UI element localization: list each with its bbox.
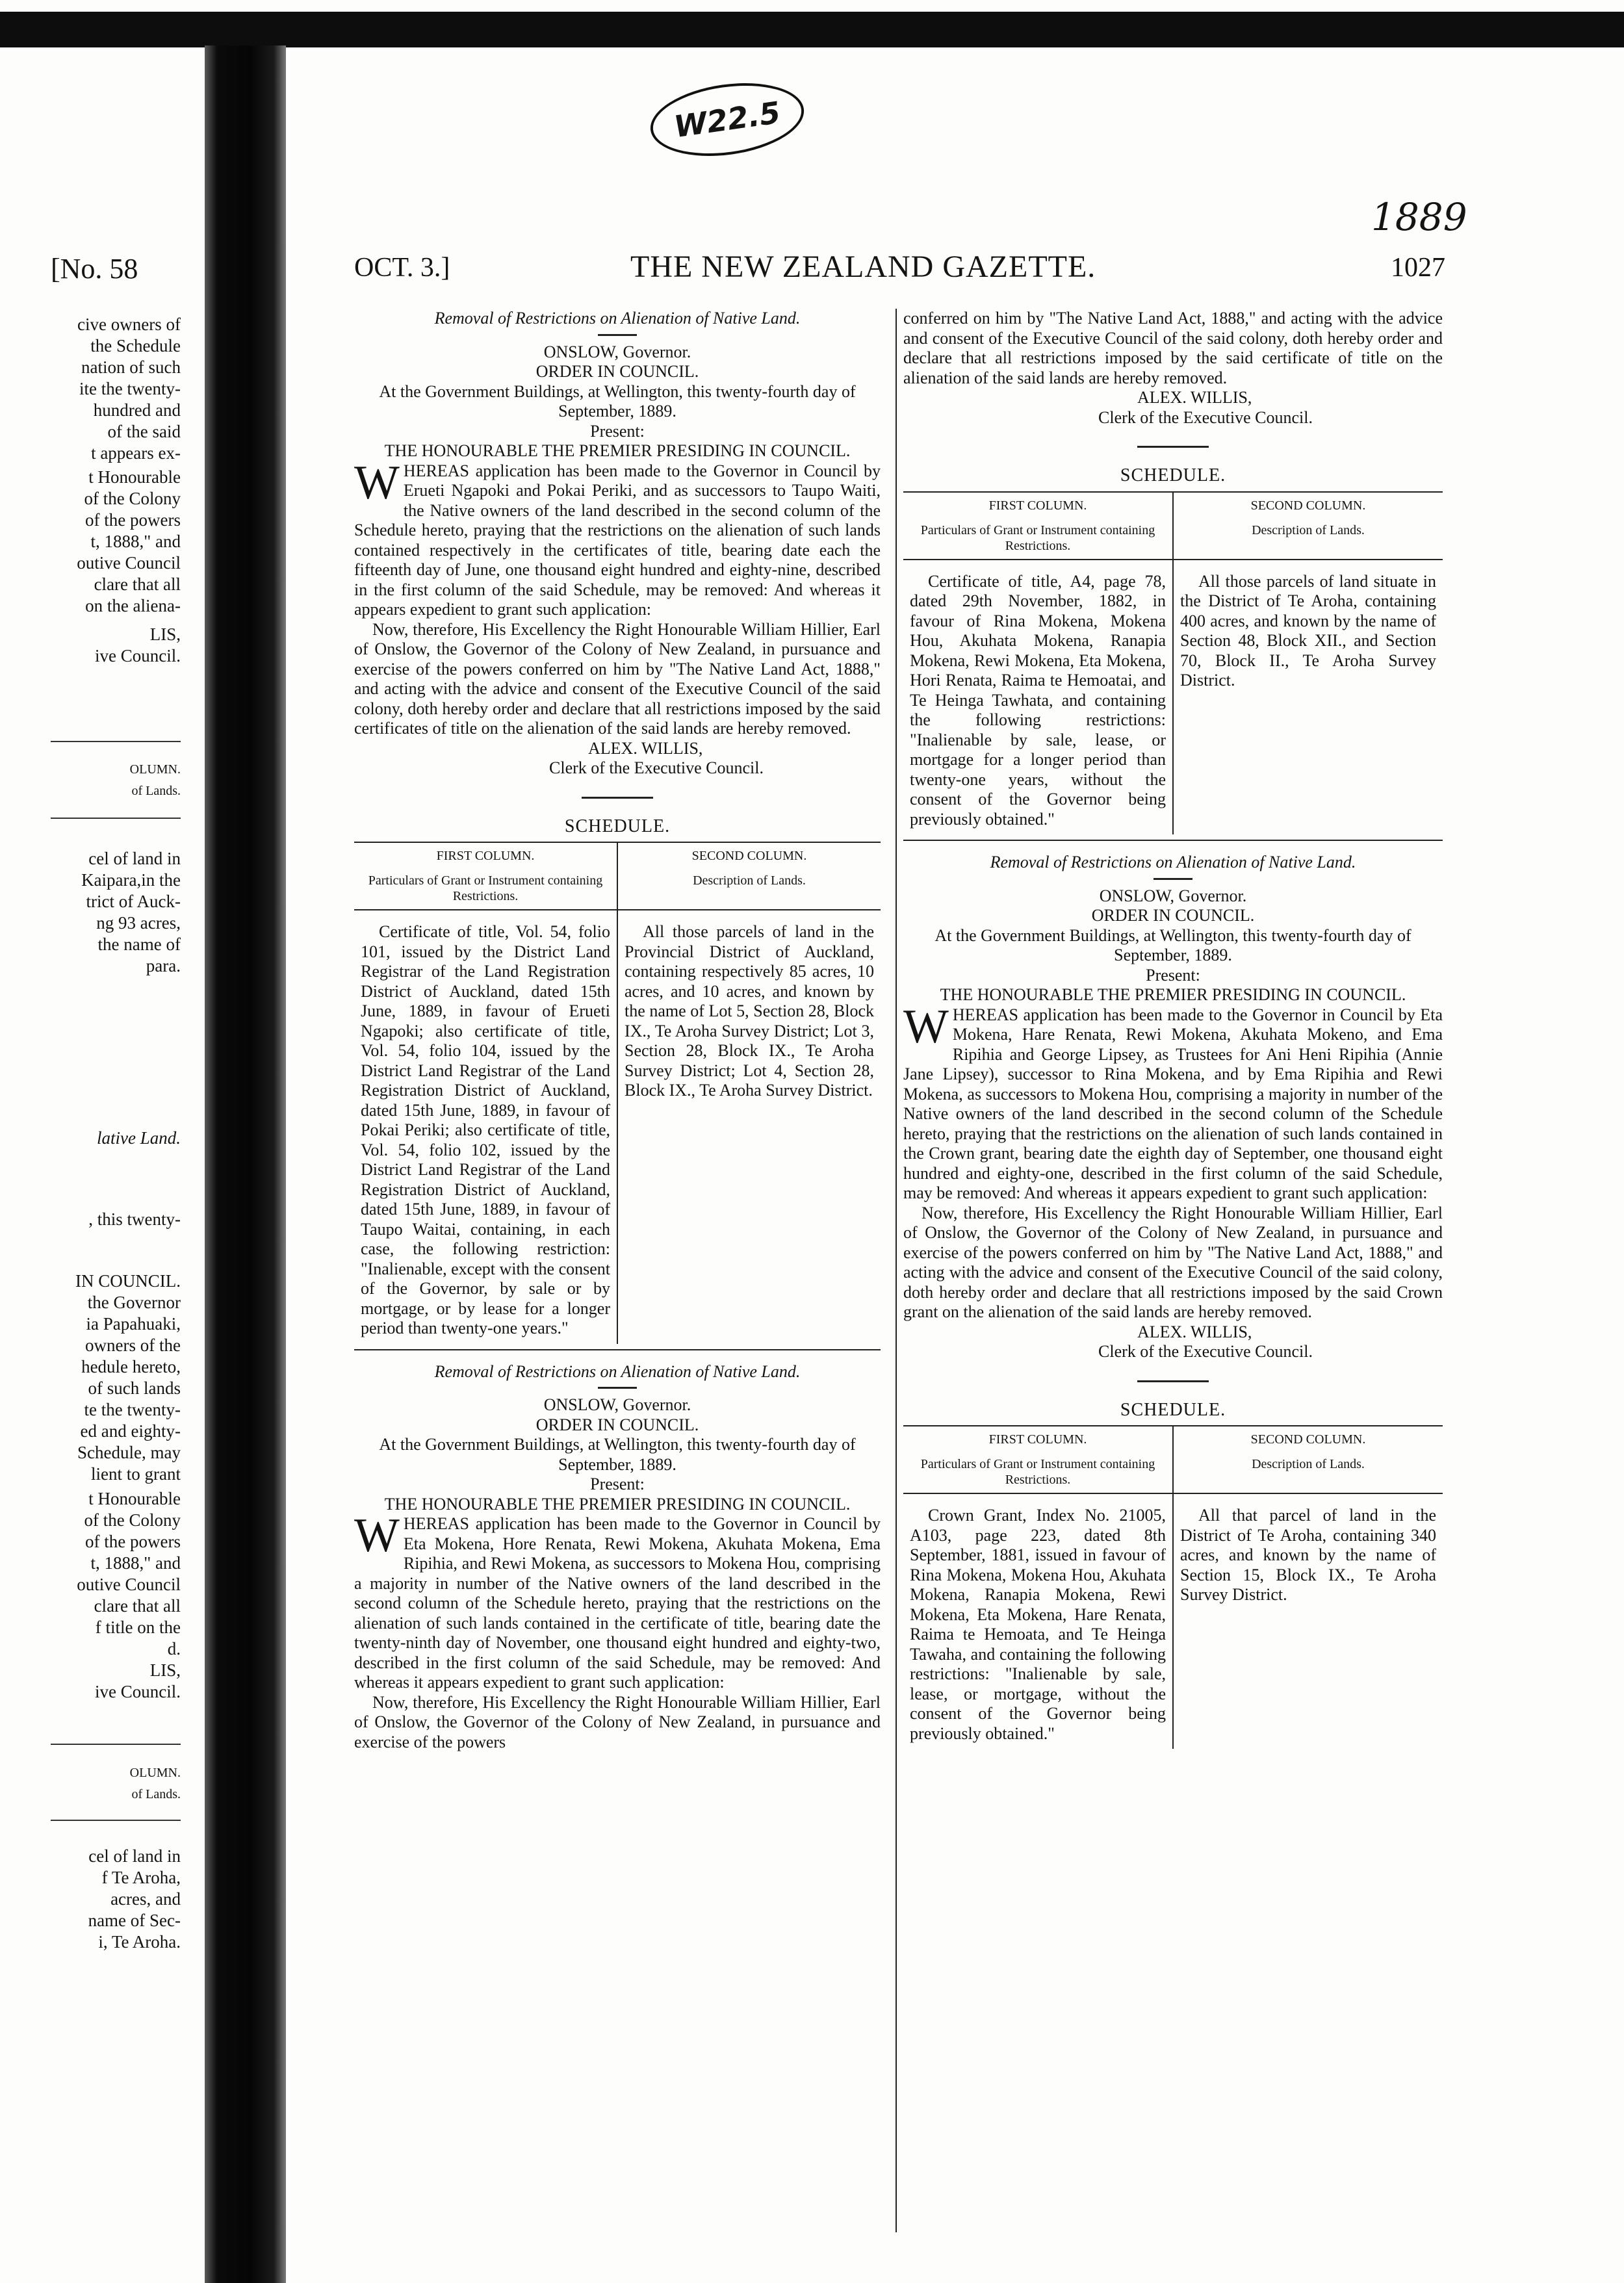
fragment-rule	[51, 741, 181, 742]
binding-shadow	[205, 45, 286, 2283]
rule	[1137, 446, 1209, 448]
fragment-block-9	[51, 1488, 181, 1703]
notice-3	[903, 853, 1443, 1749]
fragment-line: owners of the	[85, 1335, 181, 1355]
fragment-line: of the Colony	[84, 1510, 181, 1530]
fragment-line: ite the twenty-	[79, 379, 181, 398]
schedule-table	[903, 491, 1443, 835]
fragment-rule	[51, 1744, 181, 1745]
signer-title: Clerk of the Executive Council.	[549, 758, 764, 777]
fragment-line: lient to grant	[91, 1464, 181, 1484]
rule	[582, 797, 653, 799]
fragment-rule	[51, 1820, 181, 1821]
fragment-line: of the Colony	[84, 489, 181, 508]
governor-line: ONSLOW, Governor.	[543, 1395, 691, 1414]
fragment-line: clare that all	[94, 1596, 181, 1616]
governor-line: ONSLOW, Governor.	[1099, 886, 1247, 905]
notice-paragraph-1: WHEREAS application has been made to the Governor in Council by Erueti Ngapoki and Pokai Periki, and as successors to Taupo Waiti, the Native owners of the land described in the second column of the Schedule hereto, praying that the restrictions on the alienation of such lands contained respectively in the certificates of title, bearing date each the fifteenth day of June, one thousand eight hundred and eighty-nine, described in the first column of the said Schedule, may be removed: And whereas it appears expedient to grant such application:	[354, 456, 881, 619]
notice-paragraph-2: Now, therefore, His Excellency the Right Honourable William Hillier, Earl of Onslow, the Governor of the Colony of New Zealand, in pursuance and exercise of the powers	[354, 1692, 881, 1751]
handwritten-year: 1889	[1371, 195, 1467, 239]
present-line: Present:	[590, 1475, 645, 1493]
fragment-line: of such lands	[88, 1378, 181, 1398]
fragment-line: on the aliena-	[85, 596, 181, 615]
notice-paragraph-1: WHEREAS application has been made to the Governor in Council by Eta Mokena, Hare Renata, Rewi Mokena, Akuhata Mokeno, and Ema Ripihia and George Lipsey, as Trustees for Ani Heni Ripihia (Annie Jane Lipsey), successor to Rina Mokena, and by Ema Ripihia and Rewi Mokena, as successors to Mokena Hou, comprising a majority in number of the Native owners of the land described in the second column of the Schedule hereto, praying that the restrictions on the alienation of such lands contained in the Crown grant, bearing date the eighth day of September, one thousand eight hundred and eighty-one, described in the first column of the said Schedule, may be removed: And whereas it appears expedient to grant such application:	[903, 1000, 1443, 1202]
page-number: 1027	[1391, 253, 1445, 283]
fragment-line: IN COUNCIL.	[75, 1271, 181, 1291]
schedule-col1-cell: Certificate of title, A4, page 78, dated 29th November, 1882, in favour of Rina Mokena, Mokena Hou, Akuhata Mokena, Ranapia Mokena, Rewi Mokena, Eta Mokena, Hori Renata, Raima te Hemoatai, and Te Heinga Tawhata, and containing the following restrictions: "Inalienable by sale, lease, or mortgage for a longer period than twenty-one years, without the consent of the Governor being previously obtained."	[903, 560, 1173, 835]
fragment-line: lative Land.	[97, 1128, 181, 1148]
fragment-line: cel of land in	[88, 849, 181, 868]
place-line: At the Government Buildings, at Wellington, this twenty-fourth day of September, 1889.	[934, 925, 1411, 964]
fragment-line: outive Council	[77, 553, 181, 573]
schedule-title: SCHEDULE.	[564, 816, 671, 836]
rule	[1154, 878, 1192, 880]
notice-2-end	[903, 309, 1443, 841]
fragment-block-8	[51, 1270, 181, 1485]
right-column	[903, 309, 1443, 1749]
fragment-block-4	[51, 759, 181, 802]
presiding-line: THE HONOURABLE THE PREMIER PRESIDING IN COUNCIL.	[940, 985, 1406, 1004]
schedule-title: SCHEDULE.	[1120, 1399, 1226, 1420]
fragment-line: t Honourable	[88, 467, 181, 487]
schedule-col1-header: FIRST COLUMN. Particulars of Grant or Instrument containing Restrictions.	[903, 492, 1173, 560]
fragment-line: d.	[167, 1639, 181, 1658]
fragment-line: i, Te Aroha.	[98, 1932, 181, 1952]
rule	[598, 334, 637, 336]
notice-heading: Removal of Restrictions on Alienation of Native Land.	[434, 1361, 801, 1381]
signer-title: Clerk of the Executive Council.	[1098, 1342, 1313, 1361]
place-line: At the Government Buildings, at Wellington, this twenty-fourth day of September, 1889.	[379, 1435, 856, 1474]
schedule-table	[903, 1425, 1443, 1749]
previous-page-number: [No. 58	[51, 253, 138, 285]
fragment-block-1	[51, 314, 181, 464]
fragment-line: ng 93 acres,	[96, 913, 181, 933]
fragment-line: LIS,	[149, 625, 181, 644]
notice-1	[354, 309, 881, 1350]
fragment-line: of the powers	[85, 510, 181, 530]
schedule-col2-cell: All those parcels of land situate in the District of Te Aroha, containing 400 acres, and known by the name of Section 48, Block XII., and Section 70, Block II., Te Aroha Survey District.	[1180, 571, 1436, 690]
fragment-line: t, 1888," and	[90, 532, 181, 551]
column-divider	[896, 309, 897, 2232]
rule	[598, 1387, 637, 1389]
fragment-line: t appears ex-	[91, 443, 181, 463]
notice-heading: Removal of Restrictions on Alienation of Native Land.	[434, 309, 801, 328]
order-line: ORDER IN COUNCIL.	[1091, 906, 1255, 925]
fragment-line: Kaipara,in the	[81, 870, 181, 890]
fragment-line: LIS,	[149, 1660, 181, 1680]
issue-date: OCT. 3.]	[354, 253, 450, 283]
top-scan-bar	[0, 12, 1624, 47]
rule	[903, 840, 1443, 841]
fragment-block-6	[51, 1128, 181, 1149]
notice-paragraph-1: WHEREAS application has been made to the Governor in Council by Eta Mokena, Hore Renata, Rewi Mokena, Akuhata Mokena, Ema Ripihia, and Rewi Mokena, as successors to Mokena Hou, comprising a majority in number of the Native owners of the land described in the second column of the Schedule hereto, praying that the restrictions on the alienation of such lands contained in the certificate of title, bearing date the twenty-ninth day of November, one thousand eight hundred and eighty-two, described in the first column of the said Schedule, may be removed: And whereas it appears expedient to grant such application:	[354, 1509, 881, 1692]
fragment-line: trict of Auck-	[86, 892, 181, 911]
schedule-col1-header: FIRST COLUMN. Particulars of Grant or Instrument containing Restrictions.	[903, 1426, 1173, 1493]
schedule-table	[354, 842, 881, 1344]
schedule-title: SCHEDULE.	[1120, 465, 1226, 485]
fragment-line: of Lands.	[131, 784, 181, 798]
fragment-line: ive Council.	[95, 1682, 181, 1701]
fragment-line: hundred and	[93, 400, 181, 420]
fragment-line: t, 1888," and	[90, 1553, 181, 1573]
schedule-col1-cell: Crown Grant, Index No. 21005, A103, page 223, dated 8th September, 1881, issued in favour of Rina Mokena, Mokena Hou, Akuhata Mokena, Ranapia Mokena, Rewi Mokena, Eta Mokena, Hare Renata, Raima te Hemoata, and Te Heinga Tawaha, and containing the following restrictions: "Inalienable by sale, lease, or mortgage, without the consent of the Governor being previously obtained."	[903, 1493, 1173, 1749]
present-line: Present:	[590, 421, 645, 441]
fragment-line: clare that all	[94, 574, 181, 594]
schedule-col2-cell: All those parcels of land in the Provincial District of Auckland, containing respectively 85 acres, 10 acres, and 10 acres, and known by the name of Lot 5, Section 28, Block IX., Te Aroha Survey District; Lot 3, Section 28, Block IX., Te Aroha Survey District; Lot 4, Section 28, Block IX., Te Aroha Survey District.	[625, 922, 874, 1100]
notice-2-start	[354, 1362, 881, 1753]
fragment-line: nation of such	[81, 357, 181, 377]
schedule-col2-header: SECOND COLUMN. Description of Lands.	[617, 842, 881, 910]
notice-paragraph-2: Now, therefore, His Excellency the Right Honourable William Hillier, Earl of Onslow, the Governor of the Colony of New Zealand, in pursuance and exercise of the powers conferred on him by "The Native Land Act, 1888," and acting with the advice and consent of the Executive Council of the said colony, doth hereby order and declare that all restrictions imposed by the said certificates of title on the alienation of the said lands are hereby removed.	[354, 619, 881, 738]
rule	[1137, 1380, 1209, 1382]
fragment-line: f title on the	[95, 1618, 181, 1637]
fragment-line: ia Papahuaki,	[86, 1314, 181, 1334]
fragment-line: te the twenty-	[84, 1400, 181, 1419]
fragment-block-11	[51, 1846, 181, 1953]
handwritten-stamp: W22.5	[646, 74, 809, 165]
signer-name: ALEX. WILLIS,	[1137, 1322, 1252, 1341]
fragment-line: t Honourable	[88, 1489, 181, 1508]
fragment-line: ed and eighty-	[80, 1421, 181, 1441]
gazette-title: THE NEW ZEALAND GAZETTE.	[630, 250, 1096, 284]
fragment-rule	[51, 818, 181, 819]
fragment-line: the Governor	[87, 1293, 181, 1312]
order-line: ORDER IN COUNCIL.	[535, 1415, 699, 1434]
fragment-line: of the said	[107, 422, 181, 441]
fragment-line: para.	[146, 956, 181, 975]
fragment-line: hedule hereto,	[81, 1357, 181, 1376]
schedule-col2-header: SECOND COLUMN. Description of Lands.	[1173, 1426, 1443, 1493]
fragment-line: name of Sec-	[88, 1911, 181, 1930]
fragment-line: cel of land in	[88, 1846, 181, 1866]
presiding-line: THE HONOURABLE THE PREMIER PRESIDING IN COUNCIL.	[384, 1494, 851, 1514]
fragment-line: acres, and	[110, 1889, 181, 1909]
notice-paragraph-2-continued: conferred on him by "The Native Land Act, 1888," and acting with the advice and consent of the Executive Council of the said colony, doth hereby order and declare that all restrictions imposed by the said certificate of title on the alienation of the said lands are hereby removed.	[903, 309, 1443, 387]
fragment-line: , this twenty-	[88, 1209, 181, 1229]
fragment-line: of Lands.	[131, 1787, 181, 1801]
order-line: ORDER IN COUNCIL.	[535, 362, 699, 381]
fragment-block-3	[51, 624, 181, 667]
fragment-line: ive Council.	[95, 646, 181, 665]
signer-name: ALEX. WILLIS,	[1137, 388, 1252, 407]
present-line: Present:	[1146, 965, 1200, 985]
fragment-line: OLUMN.	[129, 762, 181, 777]
governor-line: ONSLOW, Governor.	[543, 342, 691, 361]
rule	[354, 1349, 881, 1350]
presiding-line: THE HONOURABLE THE PREMIER PRESIDING IN COUNCIL.	[384, 441, 851, 460]
fragment-line: the Schedule	[90, 336, 181, 355]
schedule-col1-header: FIRST COLUMN. Particulars of Grant or Instrument containing Restrictions.	[354, 842, 617, 910]
fragment-line: the name of	[97, 935, 181, 954]
fragment-line: outive Council	[77, 1575, 181, 1594]
fragment-block-2	[51, 467, 181, 617]
fragment-line: Schedule, may	[77, 1443, 181, 1462]
signer-title: Clerk of the Executive Council.	[1098, 407, 1313, 427]
schedule-col2-header: SECOND COLUMN. Description of Lands.	[1173, 492, 1443, 560]
place-line: At the Government Buildings, at Wellington, this twenty-fourth day of September, 1889.	[379, 381, 856, 420]
schedule-col1-cell: Certificate of title, Vol. 54, folio 101, issued by the District Land Registrar of the Land Registration District of Auckland, dated 15th June, 1889, in favour of Erueti Ngapoki; also certificate of title, Vol. 54, folio 104, issued by the District Land Registrar of the Land Registration District of Auckland, dated 15th June, 1889, in favour of Pokai Periki; also certificate of title, Vol. 54, folio 102, issued by the District Land Registrar of the Land Registration District of Auckland, dated 15th June, 1889, in favour of Taupo Waitai, containing, in each case, the following restriction: "Inalienable, except with the consent of the Governor, by sale or by mortgage, or by lease for a longer period than twenty-one years."	[354, 910, 617, 1344]
left-column	[354, 309, 881, 1752]
fragment-line: f Te Aroha,	[101, 1868, 181, 1887]
fragment-line: cive owners of	[77, 315, 181, 334]
schedule-col2-cell: All that parcel of land in the District of Te Aroha, containing 340 acres, and known by the name of Section 15, Block IX., Te Aroha Survey District.	[1180, 1506, 1436, 1604]
fragment-line: of the powers	[85, 1532, 181, 1551]
fragment-block-10	[51, 1762, 181, 1805]
fragment-block-5	[51, 848, 181, 977]
fragment-block-7	[51, 1209, 181, 1230]
fragment-line: OLUMN.	[129, 1766, 181, 1780]
notice-paragraph-2: Now, therefore, His Excellency the Right Honourable William Hillier, Earl of Onslow, the Governor of the Colony of New Zealand, in pursuance and exercise of the powers conferred on him by "The Native Land Act, 1888," and acting with the advice and consent of the Executive Council of the said colony, doth hereby order and declare that all restrictions imposed by the said Crown grant on the alienation of the said lands are hereby removed.	[903, 1203, 1443, 1321]
notice-heading: Removal of Restrictions on Alienation of Native Land.	[990, 853, 1356, 871]
signer-name: ALEX. WILLIS,	[588, 738, 703, 758]
